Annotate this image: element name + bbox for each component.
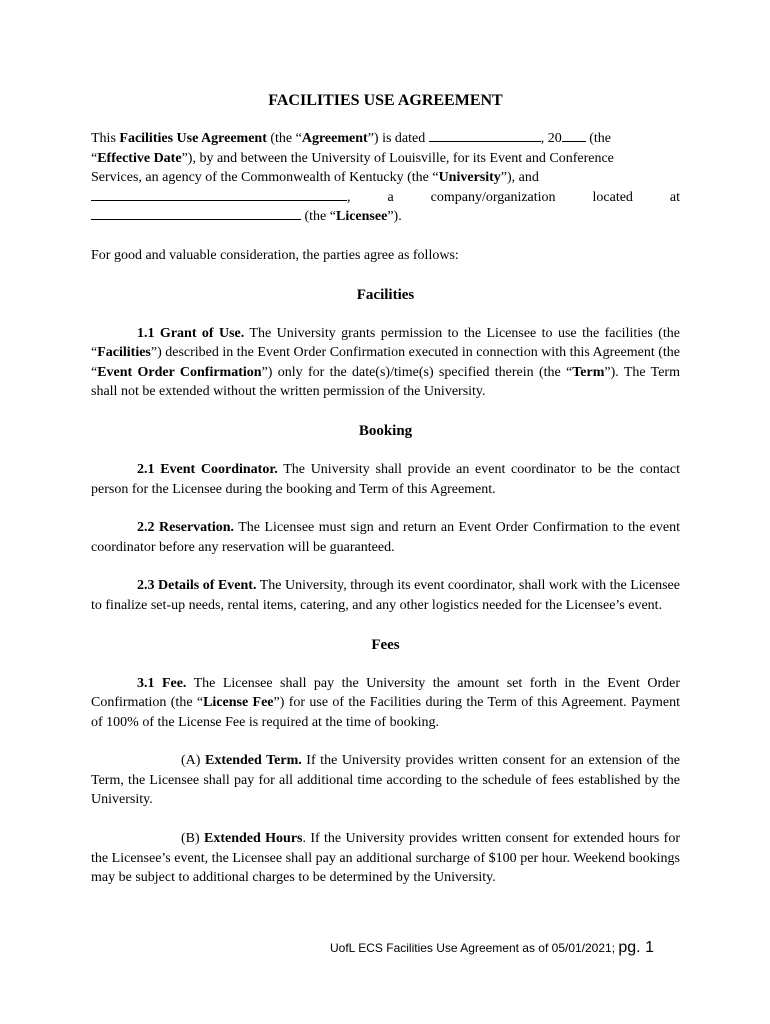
intro-paragraph: This Facilities Use Agreement (the “Agreement”) is dated , 20 (the “Effective Date”), by and between the University of Louisville, for its Event and Conference Services, an agency of the Commonwealth of Kentucky (the “University”), and , a company/organization located at (the “Licensee”).	[91, 131, 680, 225]
date-blank[interactable]	[429, 129, 541, 142]
clause-1-1: 1.1 Grant of Use. The University grants permission to the Licensee to use the facilities (the “Facilities”) described in the Event Order Confirmation executed in connection with this Agreement (the “Event Order Confirmation”) only for the date(s)/time(s) specified therein (the “Term”). The Term shall not be extended without the written permission of the University.	[91, 325, 680, 400]
consideration-text: For good and valuable consideration, the parties agree as follows:	[91, 247, 459, 263]
licensee-location-blank[interactable]	[91, 207, 301, 220]
clause-3-1-b: (B) Extended Hours. If the University provides written consent for extended hours for the Licensee’s event, the Licensee shall pay an additional surcharge of $100 per hour. Weekend bookings may be subject to additional charges to be determined by the University.	[91, 831, 680, 886]
document-title: FACILITIES USE AGREEMENT	[268, 92, 503, 109]
clause-3-1-a: (A) Extended Term. If the University provides written consent for an extension of the Term, the Licensee shall pay for all additional time according to the schedule of fees established by the University.	[91, 753, 680, 808]
section-heading-booking: Booking	[358, 422, 413, 439]
licensee-name-blank[interactable]	[91, 188, 347, 201]
clause-3-1: 3.1 Fee. The Licensee shall pay the University the amount set forth in the Event Order Confirmation (the “License Fee”) for use of the Facilities during the Term of this Agreement. Payment of 100% of the License Fee is required at the time of booking.	[91, 675, 681, 730]
section-heading-fees: Fees	[371, 636, 400, 653]
clause-2-1: 2.1 Event Coordinator. The University shall provide an event coordinator to be the contact person for the Licensee during the booking and Term of this Agreement.	[91, 461, 680, 497]
page-footer: UofL ECS Facilities Use Agreement as of 05/01/2021; pg. 1	[330, 939, 654, 956]
year-blank[interactable]	[562, 129, 586, 142]
section-heading-facilities: Facilities	[356, 286, 415, 303]
document-page	[91, 92, 680, 888]
clause-2-3: 2.3 Details of Event. The University, through its event coordinator, shall work with the Licensee to finalize set-up needs, rental items, catering, and any other logistics needed for the Licensee’s event.	[91, 578, 680, 613]
page-number: pg. 1	[618, 939, 654, 956]
clause-2-2: 2.2 Reservation. The Licensee must sign and return an Event Order Confirmation to the event coordinator before any reservation will be guaranteed.	[91, 520, 680, 555]
